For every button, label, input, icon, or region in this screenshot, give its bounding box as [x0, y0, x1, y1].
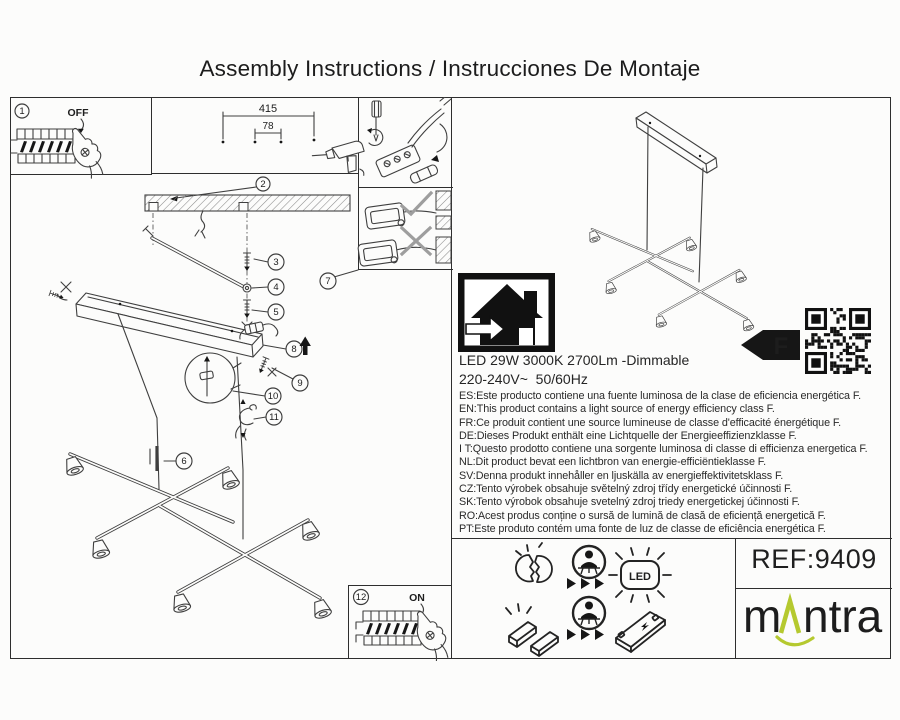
- callout-3: 3: [273, 257, 279, 269]
- callout-12: 12: [355, 592, 367, 603]
- off-label: OFF: [67, 107, 89, 119]
- statement-it: I T:Questo prodotto contiene una sorgente luminosa di classe di efficienza energetica F.: [459, 443, 868, 456]
- brand-caret-icon: [781, 601, 799, 633]
- spec-light-source: LED 29W 3000K 2700Lm -Dimmable: [459, 352, 690, 368]
- brand-prefix: m: [743, 590, 782, 642]
- driver-icon: [616, 612, 665, 652]
- drilling-dimensions: [170, 103, 370, 201]
- dim-inner: 78: [262, 121, 274, 132]
- callouts: [164, 254, 358, 469]
- step-1-panel: [10, 104, 107, 179]
- callout-7: 7: [325, 276, 331, 288]
- statement-pt: PT:Este produto contém uma fonte de luz de classe de eficiência energética F.: [459, 522, 826, 535]
- brand-suffix: ntra: [803, 590, 883, 642]
- callout-2: 2: [260, 179, 266, 191]
- hand-icon: [68, 128, 107, 179]
- broken-driver-icon: [506, 604, 558, 656]
- callout-4: 4: [273, 282, 279, 294]
- ceiling-canopy: [49, 282, 278, 357]
- indoor-use-icon: [458, 273, 555, 352]
- led-module-icon: [609, 548, 671, 602]
- energy-class-letter: F: [773, 333, 789, 360]
- energy-statements: [459, 390, 891, 536]
- statement-sv: SV:Denna produkt innehåller en ljuskälla av energieffektivitetsklass F.: [459, 469, 784, 482]
- hand-icon: [413, 611, 452, 661]
- assembly-diagram: [10, 97, 452, 661]
- statement-de: DE:Dieses Produkt enthält eine Lichtquelle der Energieeffizienzklasse F.: [459, 429, 797, 442]
- callout-10: 10: [267, 391, 279, 403]
- spec-voltage: 220-240V~ 50/60Hz: [459, 371, 588, 387]
- callout-1: 1: [19, 106, 25, 118]
- ceiling: [145, 195, 350, 238]
- brand-logo: [735, 588, 893, 658]
- statement-sk: SK:Tento výrobok obsahuje svetelný zdroj triedy energetickej účinnosti F.: [459, 496, 800, 509]
- statement-cz: CZ:Tento výrobek obsahuje světelný zdroj třídy energetické účinnosti F.: [459, 483, 793, 496]
- led-text: LED: [629, 571, 651, 583]
- callout-6: 6: [181, 456, 187, 468]
- callout-11: 11: [269, 412, 279, 424]
- callout-5: 5: [273, 307, 279, 319]
- step-12-panel: [354, 590, 453, 662]
- replacement-icons: [452, 538, 735, 658]
- wire-connector: [244, 322, 263, 335]
- page-title: Assembly Instructions / Instrucciones De Montaje: [199, 56, 701, 81]
- drill-icon: [312, 140, 371, 188]
- service-person-icon: [573, 597, 605, 629]
- arrows-icon: [567, 629, 604, 640]
- on-label: ON: [409, 592, 425, 604]
- connection-examples-panel: [358, 191, 451, 268]
- callout-8: 8: [291, 344, 297, 356]
- callout-9: 9: [297, 378, 303, 390]
- arrows-icon: [567, 578, 604, 589]
- statement-nl: NL:Dit product bevat een lichtbron van energie-efficiëntieklasse F.: [459, 456, 766, 469]
- cross-fixture: [63, 454, 332, 620]
- statement-en: EN:This product contains a light source of energy efficiency class F.: [459, 403, 775, 416]
- reference-number: REF:9409: [751, 544, 877, 574]
- adjuster-hand: [236, 399, 257, 440]
- service-person-icon: [573, 546, 605, 578]
- cross-mark: [402, 228, 430, 254]
- statement-es: ES:Este producto contiene una fuente luminosa de la clase de eficiencia energética F.: [459, 390, 862, 402]
- statement-fr: FR:Ce produit contient une source lumineuse de classe d'efficacité énergétique F.: [459, 416, 842, 429]
- dim-outer: 415: [258, 103, 278, 115]
- statement-ro: RO:Acest produs conține o sursă de lumină de clasă de eficiență energetică F.: [459, 509, 826, 522]
- assembled-pendant: [587, 112, 754, 332]
- broken-led-icon: [516, 543, 552, 582]
- wiring-detail-panel: [367, 97, 451, 184]
